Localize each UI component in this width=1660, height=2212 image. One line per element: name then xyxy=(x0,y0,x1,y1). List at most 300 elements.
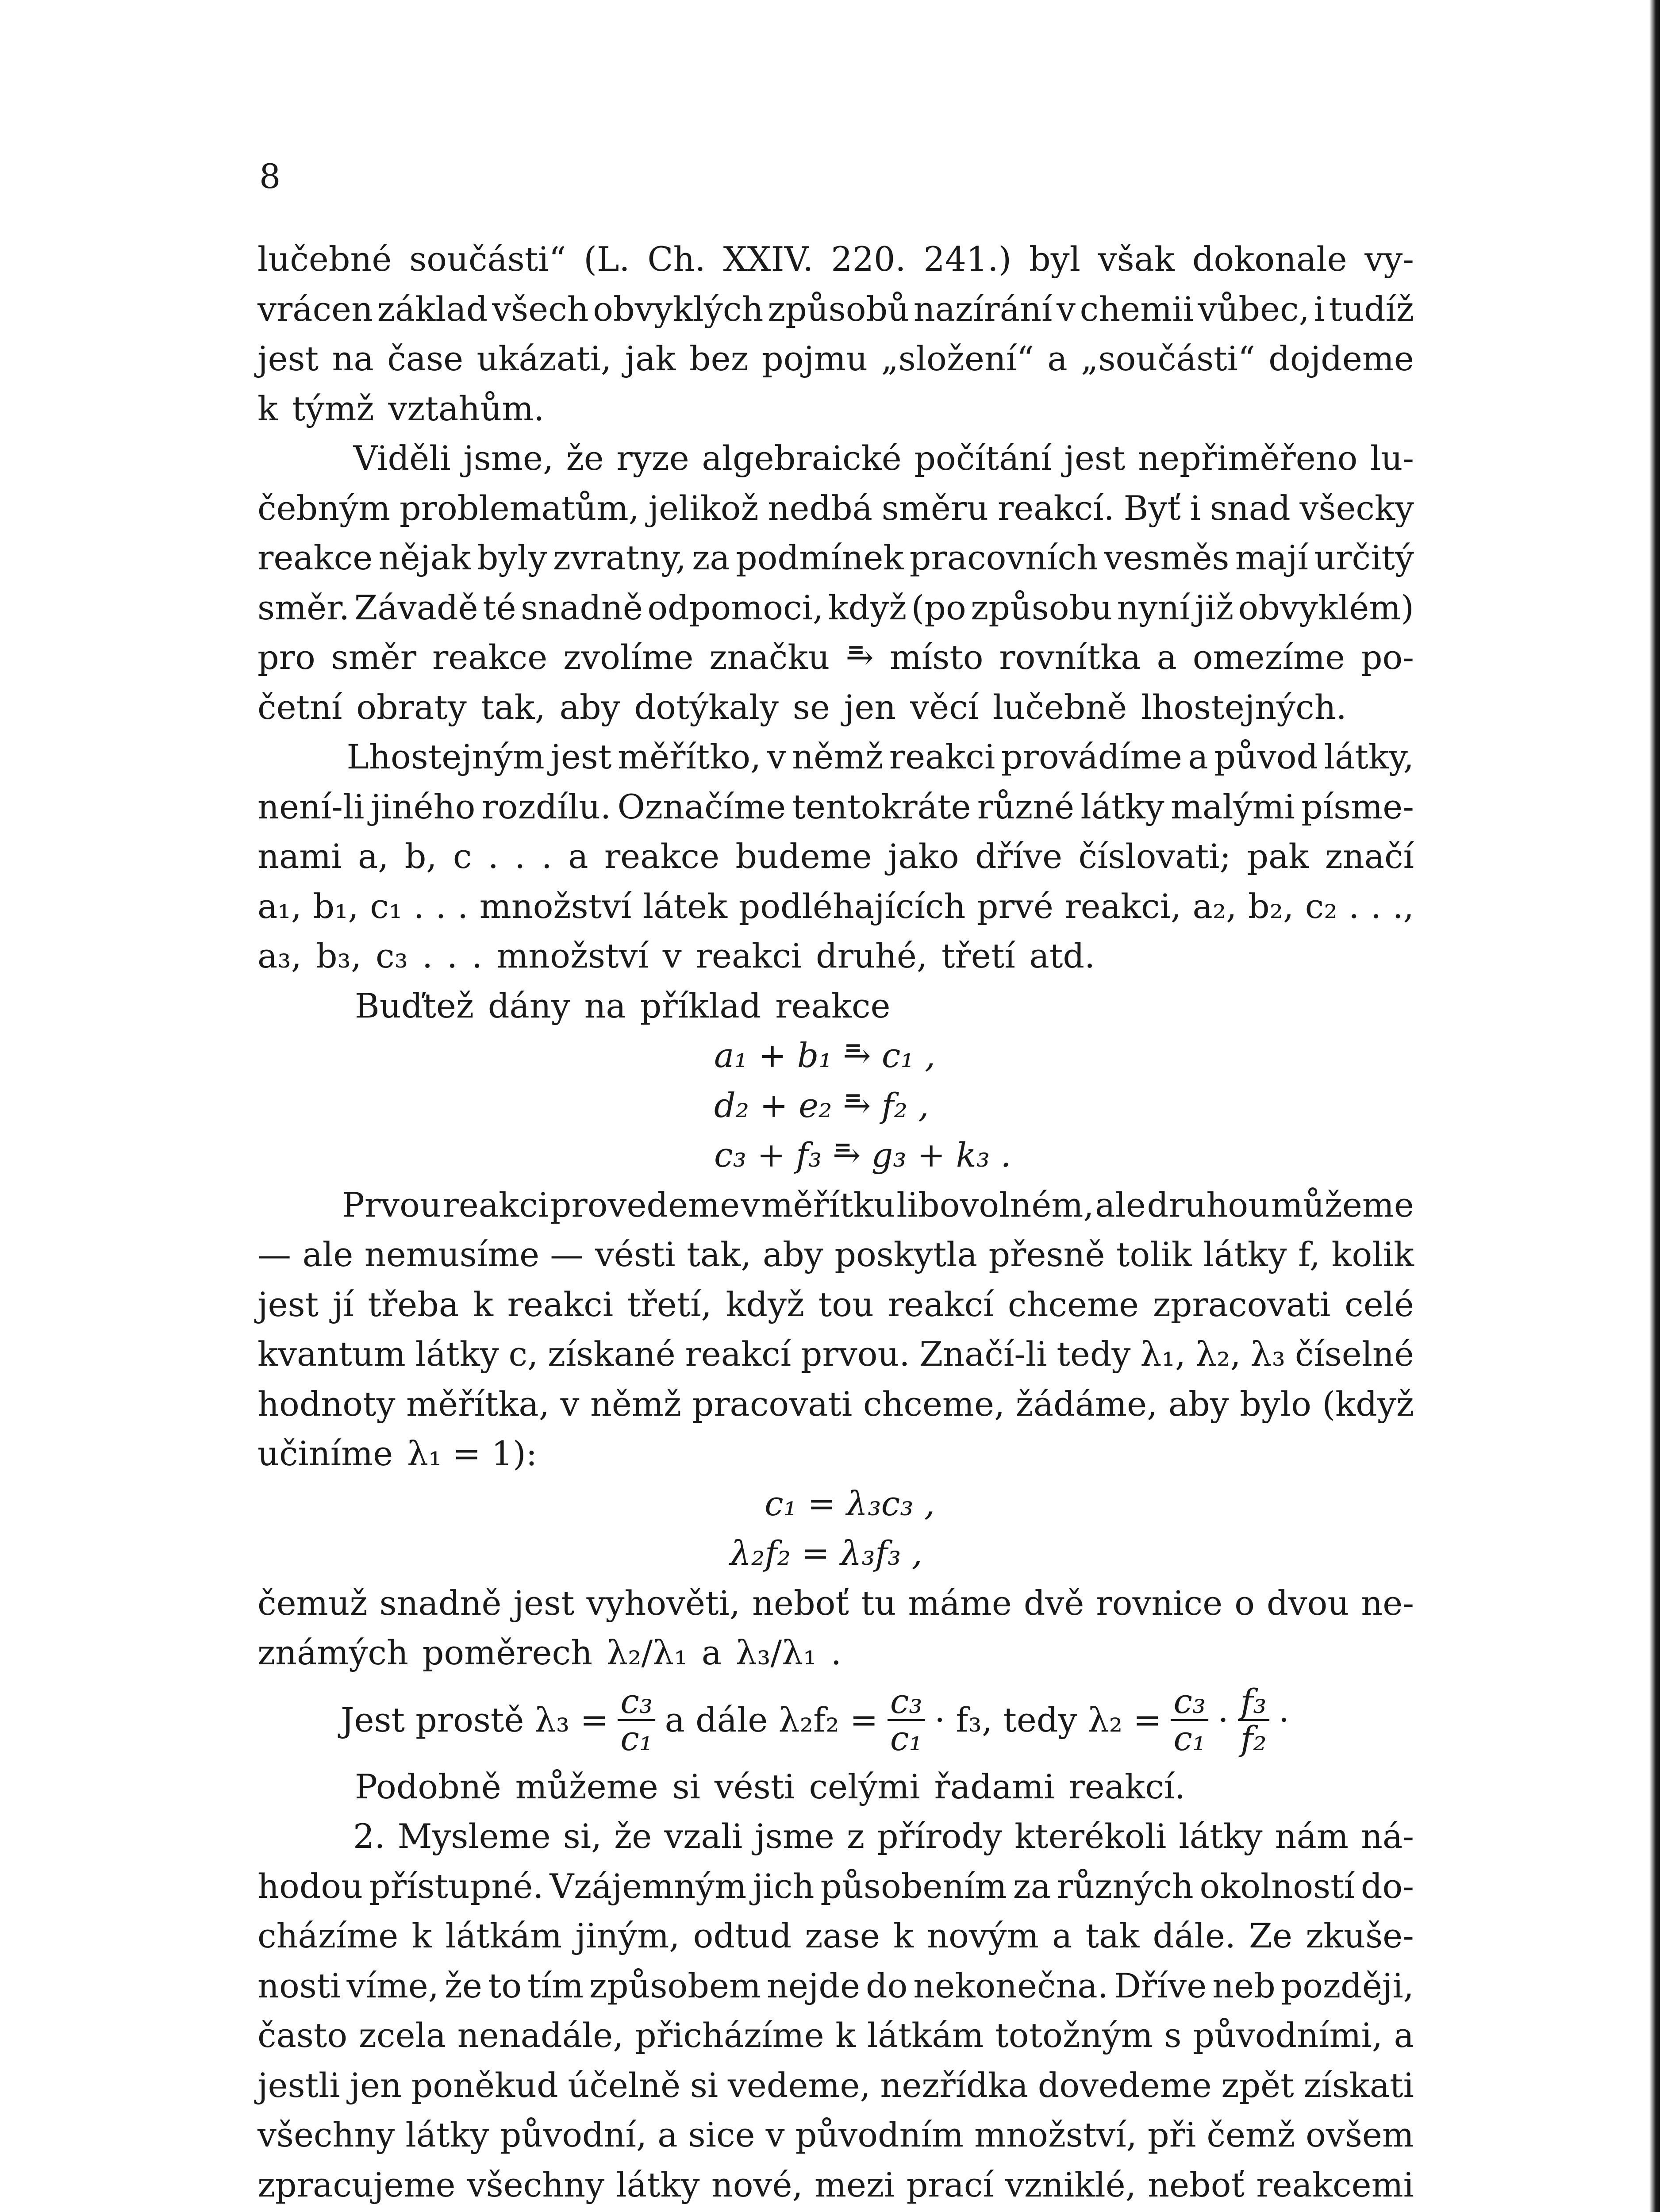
text-line xyxy=(257,1862,1414,1912)
word: učiníme xyxy=(257,1434,393,1473)
equation-line: c₁ = λ₃c₃ , xyxy=(765,1483,935,1523)
word: nazírání xyxy=(913,289,1053,329)
word: později, xyxy=(1281,1966,1414,2005)
paragraph-block-1 xyxy=(257,234,1414,1031)
word: dvě xyxy=(1023,1583,1084,1623)
word: Byť xyxy=(1123,488,1181,528)
word: měřítku xyxy=(761,1185,895,1225)
word: dojdeme xyxy=(1268,339,1414,378)
word: a₂, xyxy=(1192,886,1237,926)
word: působením xyxy=(820,1866,1007,1906)
word: rozdílu. xyxy=(481,787,611,826)
paragraph-indent xyxy=(257,732,341,782)
word: vzali xyxy=(664,1816,743,1856)
word: malými xyxy=(1170,787,1295,826)
word: Označíme xyxy=(617,787,786,826)
word: způsobu xyxy=(971,588,1113,627)
word: třeba xyxy=(368,1284,459,1324)
word: a, xyxy=(357,837,389,876)
word: látky xyxy=(415,1334,499,1374)
word: reakce xyxy=(432,637,548,677)
word: vy- xyxy=(1364,239,1414,279)
word: že xyxy=(444,1966,482,2005)
word xyxy=(662,2210,772,2212)
word: látky, xyxy=(1324,737,1414,776)
word: obvyklých xyxy=(593,289,764,329)
word: λ₂, xyxy=(1195,1334,1241,1374)
word: jest xyxy=(257,339,319,378)
word: . xyxy=(447,936,458,975)
paragraph-indent xyxy=(257,434,341,484)
text-line xyxy=(257,284,1414,334)
word: reakcí xyxy=(685,1334,792,1374)
word: čemž xyxy=(1207,2115,1295,2154)
word: snadně xyxy=(379,1583,502,1623)
text-line xyxy=(257,484,1414,534)
text-line xyxy=(257,1762,1414,1812)
paragraph-block-3 xyxy=(257,1578,1414,1678)
word: to xyxy=(488,1966,522,2005)
word: vyhověti, xyxy=(586,1583,741,1623)
word: různých xyxy=(1057,1866,1194,1906)
word: a xyxy=(1047,339,1068,378)
word: pojmu xyxy=(762,339,868,378)
word: za xyxy=(692,538,730,577)
word: směr xyxy=(331,637,417,677)
word: ukázati, xyxy=(476,339,612,378)
word: ⥱ xyxy=(845,637,874,677)
word: jich xyxy=(753,1866,815,1906)
text-line xyxy=(257,981,1414,1031)
text-line xyxy=(257,1812,1414,1862)
fraction-1 xyxy=(618,1681,655,1758)
word: zvolíme xyxy=(563,637,694,677)
word: směr. xyxy=(257,588,350,627)
text-line xyxy=(257,533,1414,583)
word: okolností xyxy=(1199,1866,1355,1906)
fraction-4 xyxy=(1238,1681,1269,1758)
fraction-1-denominator: c₁ xyxy=(620,1718,653,1758)
word: přístupné. xyxy=(369,1866,544,1906)
word: a xyxy=(1188,737,1208,776)
word: chceme, xyxy=(863,1384,1005,1424)
fraction-equation-line xyxy=(257,1678,1414,1762)
word: byly xyxy=(476,538,547,577)
word: Viděli xyxy=(353,438,451,478)
word: příklad xyxy=(640,986,761,1025)
word: ryze xyxy=(616,438,689,478)
word: reakce xyxy=(775,986,891,1025)
scan-edge xyxy=(1649,0,1660,2212)
word: obraty xyxy=(356,687,467,727)
word: rovnice xyxy=(1096,1583,1223,1623)
reaction-line: c₃ + f₃ ⥱ g₃ + k₃ . xyxy=(714,1135,1011,1175)
word: jsme xyxy=(755,1816,834,1856)
fraction-2-denominator: c₁ xyxy=(890,1718,922,1758)
word: nezřídka xyxy=(880,2065,1028,2105)
word: aby xyxy=(559,687,620,727)
word: není-li xyxy=(257,787,365,826)
word: hodou xyxy=(257,1866,363,1906)
word: Buďtež xyxy=(354,986,474,1025)
word: reakce xyxy=(257,538,373,577)
word: λ₃/λ₁ xyxy=(735,1633,817,1672)
text-line xyxy=(257,434,1414,484)
word: . xyxy=(472,936,483,975)
word: prvé xyxy=(976,886,1053,926)
word: lu- xyxy=(1370,438,1414,478)
word: podléhajících xyxy=(738,886,966,926)
word: Mysleme xyxy=(397,1816,551,1856)
word: jak xyxy=(625,339,676,378)
paragraph-indent xyxy=(257,1812,341,1862)
word xyxy=(1297,2210,1414,2212)
fraction-4-numerator: f₃ xyxy=(1238,1684,1269,1721)
word: podmínek xyxy=(736,538,904,577)
word: b, xyxy=(404,837,437,876)
word: budeme xyxy=(735,837,872,876)
word: lučebně xyxy=(992,687,1127,727)
word: reakce xyxy=(604,837,720,876)
text-line xyxy=(257,1429,1414,1479)
text-line xyxy=(257,1329,1414,1379)
word xyxy=(257,2210,383,2212)
word: obvyklém) xyxy=(1238,588,1414,627)
word: v xyxy=(1057,289,1076,329)
word: látkám xyxy=(445,1916,562,1955)
word: i xyxy=(1314,289,1325,329)
word: měřítko, xyxy=(617,737,761,776)
word xyxy=(630,2210,650,2212)
text-line xyxy=(257,1280,1414,1330)
word: ., xyxy=(1392,886,1414,926)
word: zpracovati xyxy=(1153,1284,1331,1324)
word: poměrech xyxy=(422,1633,592,1672)
word: k xyxy=(893,1916,914,1955)
word: s xyxy=(1164,2016,1182,2055)
scale-equations xyxy=(257,1479,1414,1578)
word: . xyxy=(435,886,446,926)
text-line xyxy=(257,633,1414,683)
word: množství, xyxy=(974,2115,1137,2154)
word: XXIV. xyxy=(723,239,814,279)
word: poněkud xyxy=(411,2065,558,2105)
word: Podobně xyxy=(354,1767,501,1806)
word: měřítka, xyxy=(406,1384,549,1424)
word: množství xyxy=(496,936,649,975)
word: Ch. xyxy=(647,239,706,279)
word: při xyxy=(1147,2115,1196,2154)
word: vésti xyxy=(595,1235,676,1274)
word: jiného xyxy=(370,787,476,826)
word: pak xyxy=(1247,837,1309,876)
word: aby xyxy=(1168,1384,1229,1424)
word: — xyxy=(257,1235,291,1274)
word: dány xyxy=(488,986,570,1025)
word: způsobů xyxy=(768,289,910,329)
word: bylo xyxy=(1240,1384,1311,1424)
word: dokonale xyxy=(1192,239,1347,279)
word: se xyxy=(792,687,830,727)
word: všechny xyxy=(467,2165,605,2204)
text-line xyxy=(257,683,1414,733)
word: na xyxy=(584,986,626,1025)
word: látkám xyxy=(867,2016,984,2055)
word: si xyxy=(690,2065,719,2105)
word: o xyxy=(1234,1583,1255,1623)
word: Závadě xyxy=(354,588,478,627)
word: přesně xyxy=(988,1235,1105,1274)
word: . xyxy=(1349,886,1360,926)
fraction-text-4: · xyxy=(1218,1700,1229,1740)
text-line xyxy=(257,1578,1414,1628)
word: ne- xyxy=(1361,1583,1414,1623)
word: tudíž xyxy=(1329,289,1414,329)
word: . xyxy=(422,936,433,975)
word: po- xyxy=(1360,637,1414,677)
word: . xyxy=(1370,886,1382,926)
word: λ₃ xyxy=(1250,1334,1286,1374)
word: reakcí xyxy=(888,1284,994,1324)
page-number: 8 xyxy=(259,157,281,196)
word: za xyxy=(1013,1866,1051,1906)
word xyxy=(1225,2210,1286,2212)
word: reakcemi xyxy=(1256,2165,1414,2204)
word: bez xyxy=(689,339,749,378)
word: jest xyxy=(257,1284,319,1324)
word: si, xyxy=(563,1816,602,1856)
paragraph-indent xyxy=(257,981,341,1031)
word: nedbá xyxy=(768,488,872,528)
word: nekonečna. xyxy=(913,1966,1108,2005)
word: Vzájemným xyxy=(549,1866,747,1906)
fraction-3-numerator: c₃ xyxy=(1171,1684,1208,1721)
word: zvratny, xyxy=(553,538,686,577)
equation-line: λ₂f₂ = λ₃f₃ , xyxy=(730,1533,922,1573)
word: a xyxy=(701,1633,722,1672)
word: poskytla xyxy=(834,1235,977,1274)
word: řadami xyxy=(934,1767,1055,1806)
word: a xyxy=(1052,1916,1072,1955)
word: prvou. xyxy=(800,1334,910,1374)
word: původ xyxy=(1214,737,1318,776)
word: tak xyxy=(1085,1916,1140,1955)
word: dotýkaly xyxy=(634,687,779,727)
word: čemuž xyxy=(257,1583,368,1623)
word: sice xyxy=(688,2115,755,2154)
word: všecky xyxy=(1299,488,1414,528)
word: jest xyxy=(550,737,612,776)
text-line xyxy=(257,334,1414,384)
word: jen xyxy=(844,687,896,727)
word: snadně xyxy=(521,588,643,627)
word: určitý xyxy=(1314,538,1414,577)
word: nejde xyxy=(766,1966,861,2005)
word: dříve xyxy=(975,837,1063,876)
word: algebraické xyxy=(702,438,902,478)
word: ale xyxy=(302,1235,354,1274)
word: ná- xyxy=(1361,1816,1414,1856)
word: že xyxy=(614,1816,652,1856)
word xyxy=(783,2210,803,2212)
word: tolik xyxy=(1116,1235,1192,1274)
word: často xyxy=(257,2016,348,2055)
paragraph-indent xyxy=(257,1762,341,1812)
word: Prvou xyxy=(342,1185,442,1225)
word: f, xyxy=(1298,1235,1320,1274)
text-line xyxy=(257,2160,1414,2210)
reaction-line: a₁ + b₁ ⥱ c₁ , xyxy=(714,1036,936,1075)
word: původním xyxy=(795,2115,964,2154)
word: Lhostejným xyxy=(346,737,545,776)
word: četní xyxy=(257,687,342,727)
word: různé xyxy=(977,787,1075,826)
fraction-3 xyxy=(1171,1681,1208,1758)
paragraph-block-2 xyxy=(257,1180,1414,1479)
word: dále. xyxy=(1153,1916,1236,1955)
word: přírody xyxy=(877,1816,1003,1856)
word: mezi xyxy=(814,2165,895,2204)
word: látky xyxy=(1203,1235,1287,1274)
word: reakci xyxy=(696,936,802,975)
word: vůbec, xyxy=(1198,289,1310,329)
text-line xyxy=(257,882,1414,932)
text-line xyxy=(257,384,1414,434)
word: můžeme xyxy=(1271,1185,1414,1225)
word: b₂, xyxy=(1248,886,1294,926)
word: b₁, xyxy=(313,886,359,926)
word: nosti xyxy=(257,1966,341,2005)
word: neboť xyxy=(1148,2165,1245,2204)
word: vztahům. xyxy=(388,388,545,428)
word: c, xyxy=(508,1334,538,1374)
word: dvou xyxy=(1267,1583,1349,1623)
word: prací xyxy=(906,2165,994,2204)
word: jest xyxy=(1064,438,1126,478)
word: němž xyxy=(792,737,884,776)
word: když xyxy=(828,588,907,627)
word: reakci, xyxy=(1064,886,1182,926)
word: a xyxy=(657,2115,678,2154)
text-line xyxy=(257,1911,1414,1961)
word: nové, xyxy=(711,2165,803,2204)
word: tak, xyxy=(480,687,546,727)
word: v xyxy=(560,1384,580,1424)
word: té xyxy=(483,588,516,627)
word: máme xyxy=(908,1583,1012,1623)
word: jsme, xyxy=(463,438,554,478)
word: hodnoty xyxy=(257,1384,396,1424)
word: zase xyxy=(805,1916,880,1955)
word: nami xyxy=(257,837,342,876)
word: kvantum xyxy=(257,1334,406,1374)
word: zpracujeme xyxy=(257,2165,456,2204)
word: látky xyxy=(1080,787,1164,826)
word: lhostejných. xyxy=(1141,687,1347,727)
word: látek xyxy=(642,886,728,926)
word: v xyxy=(767,737,786,776)
text-line xyxy=(257,732,1414,782)
word: v xyxy=(765,2115,785,2154)
word: všech xyxy=(492,289,589,329)
fraction-4-denominator: f₂ xyxy=(1241,1718,1267,1758)
word: vzniklé, xyxy=(1005,2165,1136,2204)
word: látky xyxy=(405,2115,489,2154)
word: nám xyxy=(1275,1816,1349,1856)
word: byl xyxy=(1029,239,1080,279)
word: do xyxy=(865,1966,908,2005)
word: snad xyxy=(1210,488,1291,528)
word: vedeme, xyxy=(727,2065,871,2105)
word: čebným xyxy=(257,488,391,528)
word: odpomoci, xyxy=(647,588,824,627)
word: jiným, xyxy=(575,1916,680,1955)
reaction-line: d₂ + e₂ ⥱ f₂ , xyxy=(714,1085,929,1125)
word: celé xyxy=(1345,1284,1414,1324)
text-line xyxy=(257,583,1414,633)
word: tou xyxy=(818,1284,874,1324)
word: kterékoli xyxy=(1014,1816,1167,1856)
word: a₁, xyxy=(257,886,302,926)
word: . xyxy=(488,837,499,876)
word: provádíme xyxy=(1001,737,1182,776)
word: v xyxy=(662,936,682,975)
word: jako xyxy=(888,837,959,876)
word: zcela xyxy=(358,2016,446,2055)
fraction-text-1: Jest prostě λ₃ = xyxy=(341,1700,609,1740)
word: součásti“ xyxy=(409,239,566,279)
word: účelně xyxy=(568,2065,681,2105)
word: provedeme xyxy=(549,1185,740,1225)
word: nějak xyxy=(378,538,471,577)
word: týmž xyxy=(292,388,374,428)
word: nepřiměřeno xyxy=(1138,438,1358,478)
word: kolik xyxy=(1331,1235,1414,1274)
word: věcí xyxy=(910,687,979,727)
word: a xyxy=(568,837,588,876)
word xyxy=(943,2210,1111,2212)
word: rovnítka xyxy=(999,637,1141,677)
word: získané xyxy=(548,1334,676,1374)
fraction-text-5: · xyxy=(1278,1700,1290,1740)
word: látky xyxy=(616,2165,700,2204)
word: si xyxy=(672,1767,700,1806)
word: Značí-li xyxy=(919,1334,1047,1374)
word: zpět xyxy=(1221,2065,1294,2105)
word: . xyxy=(515,837,526,876)
word: tedy xyxy=(1057,1334,1131,1374)
word: c₂ xyxy=(1305,886,1337,926)
word: když xyxy=(726,1284,805,1324)
word: jest xyxy=(513,1583,575,1623)
word: chceme xyxy=(1007,1284,1139,1324)
word: c xyxy=(453,837,472,876)
word: tu xyxy=(861,1583,896,1623)
word: a xyxy=(1157,637,1177,677)
word: pracovati xyxy=(692,1384,853,1424)
word: (když xyxy=(1322,1384,1414,1424)
word: přicházíme xyxy=(635,2016,824,2055)
word: chemii xyxy=(1080,289,1194,329)
word: druhé, xyxy=(816,936,928,975)
word: libovolném, xyxy=(896,1185,1094,1225)
word: ale xyxy=(1095,1185,1146,1225)
word xyxy=(443,2210,524,2212)
text-line xyxy=(257,1180,1414,1230)
word: původní, xyxy=(500,2115,647,2154)
word: všechny xyxy=(257,2115,395,2154)
word: 2. xyxy=(353,1816,385,1856)
